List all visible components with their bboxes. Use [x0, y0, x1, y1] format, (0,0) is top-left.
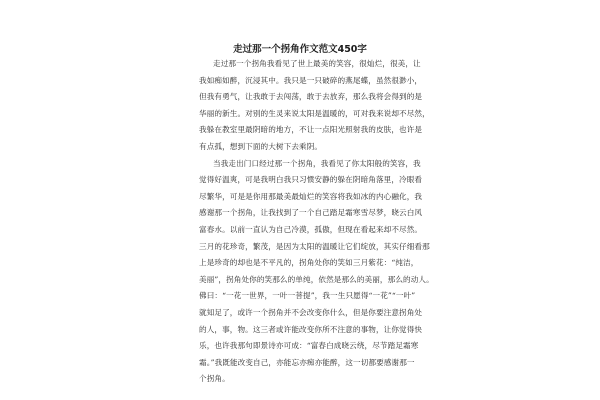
text-line: 的人，事，物。这三者或许能改变你所不注意的事物，让你觉得快: [199, 324, 423, 334]
text-line: 霜。”我既能改变自己，亦能忘亦痴亦能醉，这一切都要感谢那一: [199, 357, 415, 367]
text-line: 个拐角。: [199, 374, 230, 384]
text-line: 华丽的新生。对别的生灵来说太阳是温暖的，可对我来说却不尽然，: [199, 108, 430, 118]
text-line: 三月的花珍奇，繁茂，是因为太阳的温暖让它们绽放，其实仔细看那: [199, 241, 430, 251]
text-line: 尽繁华，可是是你用那最美最灿烂的笑容将我如冰的内心融化，我: [199, 191, 423, 201]
text-line: 佛曰：“一花一世界，一叶一菩提”，我一生只愿得“一花”“一叶”: [199, 291, 416, 301]
text-line: 富春水。以前一直认为自己冷漠，孤傲，但现在看起来却不尽然。: [199, 224, 423, 234]
text-line: 乐，也许我那句即景诗亦可成：“富春白成晓云绕，尽节踏足霜寒: [199, 341, 419, 351]
document-body: [199, 56, 434, 388]
document-title: 走过那一个拐角作文范文450字: [233, 44, 367, 55]
text-line: 上是珍奇的却也是不平凡的，拐角处你的笑如三月紫花：“纯洁，: [199, 258, 419, 268]
text-line: 走过那一个拐角我看见了世上最美的笑容，很灿烂，很美，让: [213, 59, 421, 68]
text-line: 就知足了，或许一个拐角并不会改变你什么，但是你要注意拐角处: [199, 307, 423, 317]
text-line: 当我走出门口经过那一个拐角，我看见了你太阳般的笑容，我: [213, 158, 421, 168]
text-line: 但我有勇气，让我敢于去闯荡，敢于去放弃，那么我将会得到的是: [199, 92, 423, 102]
text-line: 感谢那一个拐角，让我找到了一个自己踏足霜寒雪尽梦，晓云白风: [199, 208, 423, 218]
text-line: 有点孤，想到下面的大树下去乘阴。: [199, 141, 323, 151]
text-line: 觉得好温爽，可是我明白我只习惯安静的躲在阴暗角落里，冷眼看: [199, 175, 423, 185]
text-line: 美丽”，拐角处你的笑那么的单纯，依然是那么的美丽，那么的动人。: [199, 274, 434, 284]
text-line: 我躲在教室里最阴暗的地方，不让一点阳光照射我的皮肤，也许是: [199, 125, 423, 135]
text-line: 我如痴如醉，沉浸其中。我只是一只破碎的燕尾蝶，虽然很渺小，: [199, 75, 423, 85]
